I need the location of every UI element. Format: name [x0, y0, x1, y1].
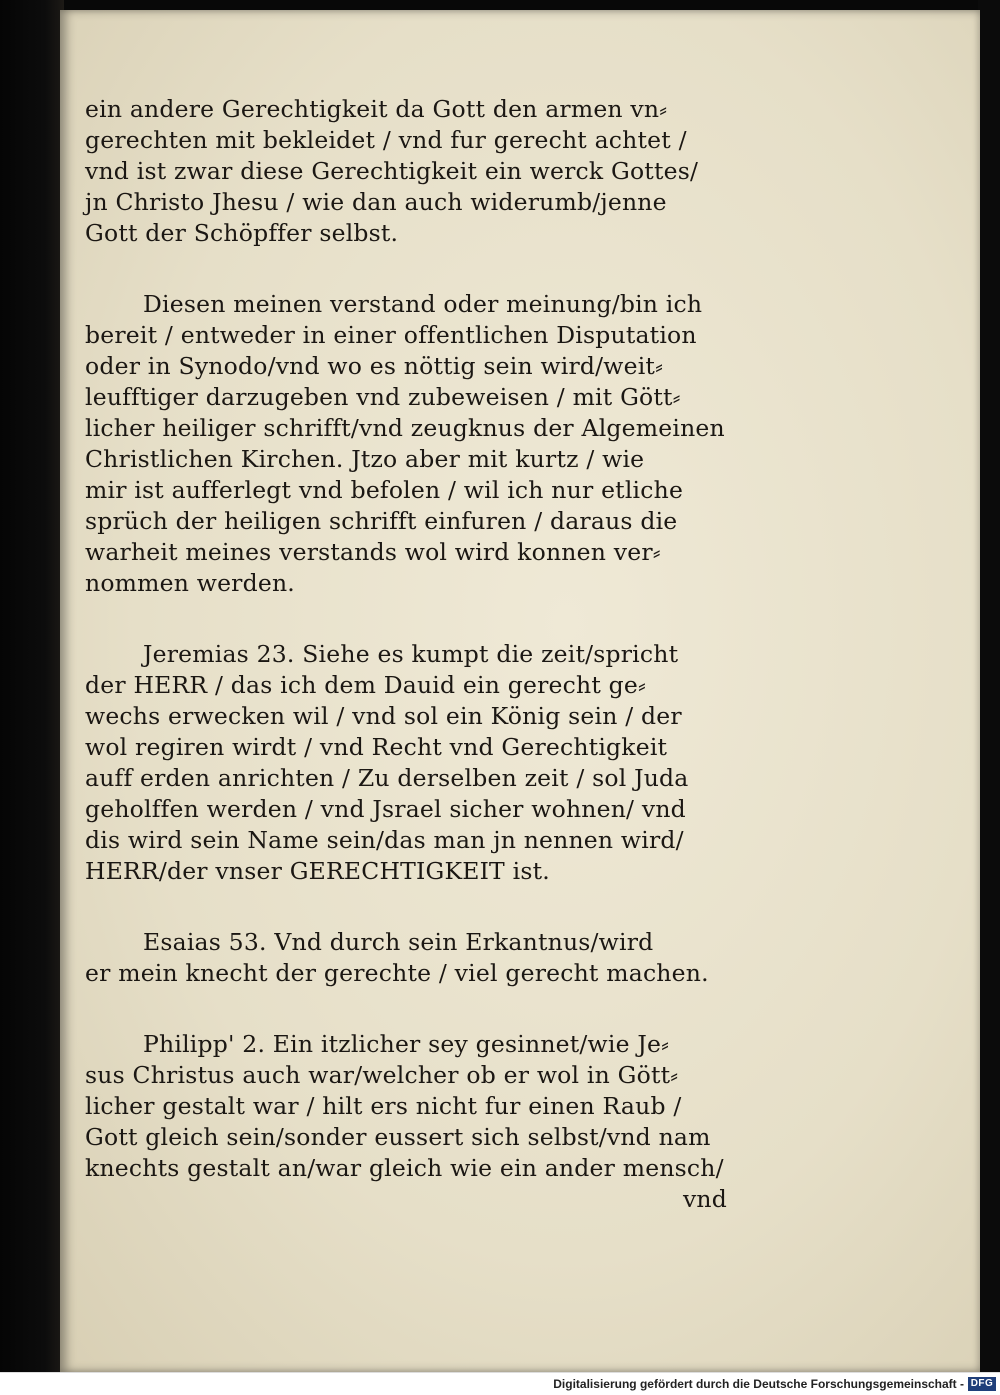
text-line: er mein knecht der gerechte / viel gerecht machen. — [85, 959, 709, 987]
page-text — [85, 94, 745, 1215]
text-line: oder in Synodo/vnd wo es nöttig sein wird/weit⸗ — [85, 352, 664, 380]
text-line: vnd ist zwar diese Gerechtigkeit ein werck Gottes/ — [85, 157, 699, 185]
catchword: vnd — [682, 1185, 727, 1213]
text-line: nommen werden. — [85, 569, 295, 597]
paragraph-1 — [85, 94, 745, 249]
dfg-logo-icon: DFG — [968, 1377, 996, 1391]
text-line: warheit meines verstands wol wird konnen ver⸗ — [85, 538, 661, 566]
text-line: bereit / entweder in einer offentlichen Disputation — [85, 321, 697, 349]
paragraph-3 — [85, 639, 745, 887]
text-line: wol regiren wirdt / vnd Recht vnd Gerechtigkeit — [85, 733, 668, 761]
paragraph-2 — [85, 289, 745, 599]
text-line: Jeremias 23. Siehe es kumpt die zeit/spricht — [143, 640, 679, 668]
text-line: knechts gestalt an/war gleich wie ein ander mensch/ — [85, 1154, 724, 1182]
text-line: licher gestalt war / hilt ers nicht fur einen Raub / — [85, 1092, 682, 1120]
text-line: dis wird sein Name sein/das man jn nennen wird/ — [85, 826, 684, 854]
text-line: licher heiliger schrifft/vnd zeugknus der Algemeinen — [85, 414, 725, 442]
text-line: HERR/der vnser GERECHTIGKEIT ist. — [85, 857, 550, 885]
text-line: der HERR / das ich dem Dauid ein gerecht ge⸗ — [85, 671, 647, 699]
scan-border-left — [0, 0, 64, 1372]
paragraph-5 — [85, 1029, 745, 1215]
text-line: leufftiger darzugeben vnd zubeweisen / mit Gött⸗ — [85, 383, 681, 411]
text-line: Gott der Schöpffer selbst. — [85, 219, 399, 247]
text-line: sus Christus auch war/welcher ob er wol in Gött⸗ — [85, 1061, 679, 1089]
text-line: jn Christo Jhesu / wie dan auch widerumb/jenne — [85, 188, 667, 216]
text-line: Philipp' 2. Ein itzlicher sey gesinnet/wie Je⸗ — [143, 1030, 670, 1058]
text-line: wechs erwecken wil / vnd sol ein König sein / der — [85, 702, 682, 730]
text-line: mir ist aufferlegt vnd befolen / wil ich nur etliche — [85, 476, 684, 504]
text-line: Diesen meinen verstand oder meinung/bin ich — [143, 290, 703, 318]
scan-border-right — [978, 0, 1000, 1372]
text-line: gerechten mit bekleidet / vnd fur gerecht achtet / — [85, 126, 687, 154]
text-line: ein andere Gerechtigkeit da Gott den armen vn⸗ — [85, 95, 668, 123]
text-line: Christlichen Kirchen. Jtzo aber mit kurtz / wie — [85, 445, 645, 473]
funding-credit: Digitalisierung gefördert durch die Deutsche Forschungsgemeinschaft - — [553, 1377, 964, 1391]
text-line: Gott gleich sein/sonder eussert sich selbst/vnd nam — [85, 1123, 711, 1151]
text-line: Esaias 53. Vnd durch sein Erkantnus/wird — [143, 928, 654, 956]
footer-bar — [0, 1372, 1000, 1395]
text-line: auff erden anrichten / Zu derselben zeit / sol Juda — [85, 764, 689, 792]
text-line: sprüch der heiligen schrifft einfuren / daraus die — [85, 507, 678, 535]
text-line: geholffen werden / vnd Jsrael sicher wohnen/ vnd — [85, 795, 686, 823]
paragraph-4 — [85, 927, 745, 989]
